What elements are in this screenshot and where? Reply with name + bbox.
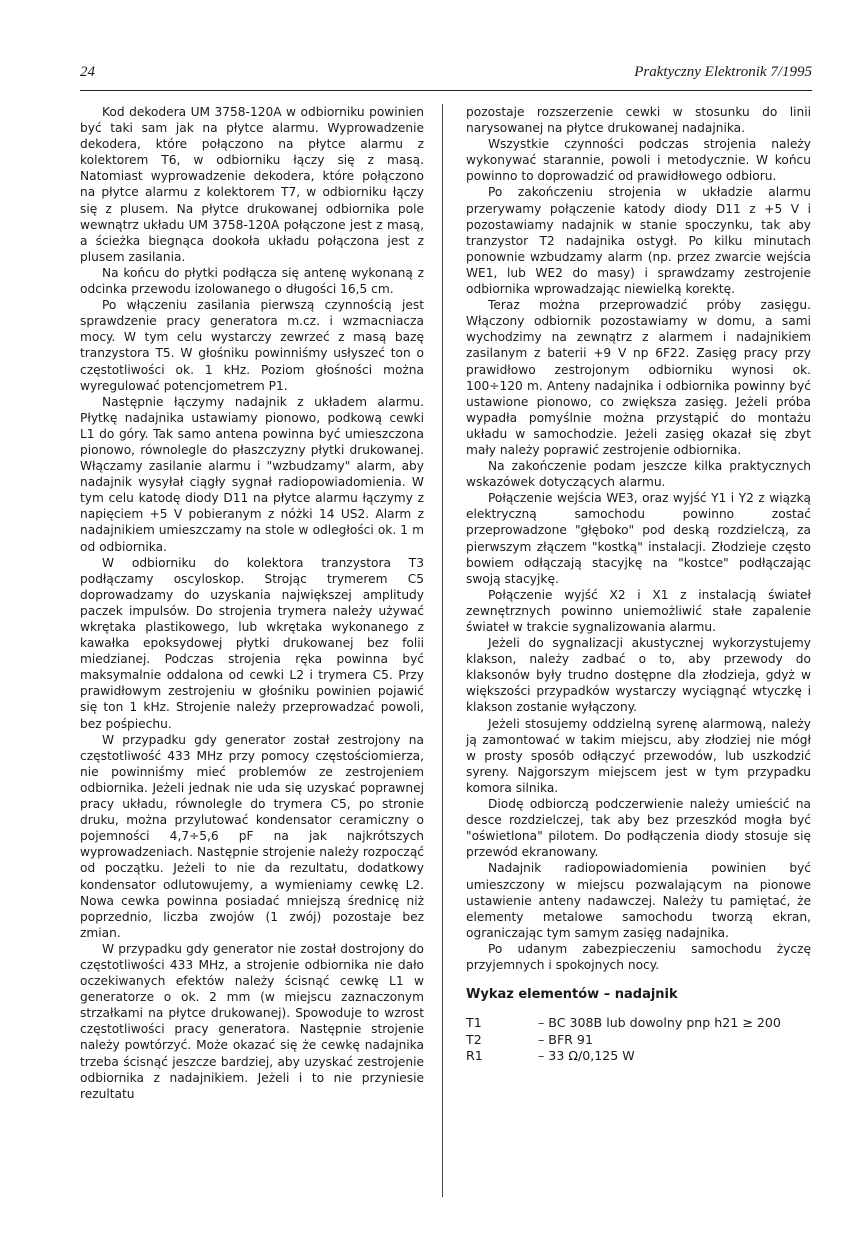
- journal-title: Praktyczny Elektronik 7/1995: [634, 64, 812, 80]
- right-column: [466, 104, 811, 1065]
- component-desc: – BFR 91: [538, 1031, 593, 1047]
- paragraph: Jeżeli do sygnalizacji akustycznej wykorzystujemy klakson, należy zadbać o to, aby przewody do klaksonów były trudno dostępne dla złodzieja, gdyż w większości przypadków wystarczy wyciągnąć wtyczkę i klakson zostanie wyłączony.: [466, 636, 811, 715]
- paragraph: Na końcu do płytki podłącza się antenę wykonaną z odcinka przewodu izolowanego o długości 16,5 cm.: [80, 265, 424, 297]
- paragraph: Kod dekodera UM 3758-120A w odbiorniku powinien być taki sam jak na płytce alarmu. Wyprowadzenie dekodera, które połączono na płytce alarmu z kolektorem T6, w odbiorniku łączy się z masą. Natomiast wyprowadzenie dekodera, które połączono na płytce alarmu z kolektorem T7, w odbiorniku łączy się z plusem. Na płytce drukowanej odbiornika pole wewnątrz układu UM 3758-120A połączone jest z masą, a ścieżka biegnąca dookoła układu połączona jest z plusem zasilania.: [80, 105, 424, 264]
- paragraph: Połączenie wyjść X2 i X1 z instalacją świateł zewnętrznych powinno uniemożliwić stałe zapalenie świateł w trakcie sygnalizowania alarmu.: [466, 587, 811, 634]
- paragraph: Teraz można przeprowadzić próby zasięgu. Włączony odbiornik pozostawiamy w domu, a sami wychodzimy na zewnątrz z alarmem i nadajnikiem zasilanym z baterii +9 V np 6F22. Zasięg pracy przy prawidłowo zestrojonym odbiorniku wynosi ok. 100÷120 m. Anteny nadajnika i odbiornika powinny być ustawione pionowo, co zwiększa zasięg. Jeżeli próba wypadła pomyślnie można przystąpić do montażu układu w samochodzie. Jeżeli zasięg okazał się zbyt mały należy poprawić zestrojenie odbiornika.: [466, 298, 811, 457]
- component-ref: R1: [466, 1048, 483, 1064]
- component-row: [466, 1048, 811, 1065]
- component-row: [466, 1032, 811, 1049]
- paragraph: W przypadku gdy generator został zestrojony na częstotliwość 433 MHz przy pomocy częstościomierza, nie powinniśmy mieć problemów ze zestrojeniem odbiornika. Jeżeli jednak nie uda się uzyskać poprawnej pracy układu, równolegle do trymera C5, po stronie druku, można przylutować kondensator ceramiczny o pojemności 4,7÷5,6 pF na jak najkrótszych wyprowadzeniach. Następnie strojenie należy rozpocząć od początku. Jeżeli to nie da rezultatu, dodatkowy kondensator odlutowujemy, a wymieniamy cewkę L2. Nowa cewka powinna posiadać mniejszą średnicę niż poprzednio, liczba zwojów (1 zwój) pozostaje bez zmian.: [80, 732, 424, 940]
- paragraph: Po zakończeniu strojenia w układzie alarmu przerywamy połączenie katody diody D11 z +5 V i pozostawiamy nadajnik w stanie spoczynku, tak aby tranzystor T2 nadajnika ostygł. Po kilku minutach ponownie wzbudzamy alarm (np. przez zwarcie wejścia WE1, lub WE2 do masy) i sprawdzamy zestrojenie odbiornika wprowadzając niewielką korektę.: [466, 185, 811, 297]
- paragraph: W odbiorniku do kolektora tranzystora T3 podłączamy oscyloskop. Strojąc trymerem C5 doprowadzamy do uzyskania największej amplitudy paczek impulsów. Do strojenia trymera należy używać wkrętaka plastikowego, lub wkrętaka wykonanego z kawałka epoksydowej płytki drukowanej bez folii miedzianej. Podczas strojenia ręka powinna być maksymalnie oddalona od cewki L2 i trymera C5. Przy prawidłowym zestrojeniu w głośniku powinien pojawić się ton 1 kHz. Strojenie należy przeprowadzać powoli, bez pośpiechu.: [80, 555, 424, 731]
- component-desc: – 33 Ω/0,125 W: [538, 1048, 635, 1064]
- component-desc: – BC 308B lub dowolny pnp h21 ≥ 200: [538, 1015, 781, 1031]
- page-number: 24: [80, 64, 95, 80]
- paragraph: Wszystkie czynności podczas strojenia należy wykonywać starannie, powoli i metodycznie. W końcu powinno to doprowadzić od prawidłowego odbioru.: [466, 137, 811, 184]
- page-header: [80, 62, 812, 91]
- paragraph: Połączenie wejścia WE3, oraz wyjść Y1 i Y2 z wiązką elektryczną samochodu powinno zostać przeprowadzone "głęboko" pod deską rozdzielczą, za pierwszym złączem "kostką" instalacji. Złodzieje często bowiem odłączają stacyjkę na "kostce" podłączając swoją stacyjkę.: [466, 491, 811, 586]
- component-row: [466, 1015, 811, 1032]
- paragraph: Nadajnik radiopowiadomienia powinien być umieszczony w miejscu pozwalającym na pionowe ustawienie anteny nadawczej. Należy tu pamiętać, że elementy metalowe samochodu tworzą ekran, ograniczając tym samym zasięg nadajnika.: [466, 861, 811, 940]
- paragraph: Po włączeniu zasilania pierwszą czynnością jest sprawdzenie pracy generatora m.cz. i wzmacniacza mocy. W tym celu wystarczy zewrzeć z masą bazę tranzystora T5. W głośniku powinniśmy usłyszeć ton o częstotliwości ok. 1 kHz. Poziom głośności można wyregulować potencjometrem P1.: [80, 298, 424, 393]
- paragraph: Jeżeli stosujemy oddzielną syrenę alarmową, należy ją zamontować w takim miejscu, aby złodziej nie mógł w prosty sposób odłączyć przewodów, lub uszkodzić syreny. Najgorszym miejscem jest w tym przypadku komora silnika.: [466, 716, 811, 795]
- components-title: Wykaz elementów – nadajnik: [466, 987, 678, 1003]
- paragraph: Diodę odbiorczą podczerwienie należy umieścić na desce rozdzielczej, tak aby bez przeszkód mogła być "oświetlona" pilotem. Do podłączenia diody stosuje się przewód ekranowany.: [466, 797, 811, 860]
- component-ref: T2: [466, 1031, 482, 1047]
- paragraph: W przypadku gdy generator nie został dostrojony do częstotliwości 433 MHz, a strojenie odbiornika nie dało oczekiwanych efektów należy ścisnąć cewkę L1 w generatorze o ok. 2 mm (w miejscu zaznaczonym strzałkami na płytce drukowanej). Spowoduje to wzrost częstotliwości pracy generatora. Następnie strojenie należy powtórzyć. Może okazać się że cewkę nadajnika trzeba ścisnąć jeszcze bardziej, aby uzyskać zestrojenie odbiornika z nadajnikiem. Jeżeli i to nie przyniesie rezultatu: [80, 941, 424, 1101]
- paragraph: Na zakończenie podam jeszcze kilka praktycznych wskazówek dotyczących alarmu.: [466, 459, 811, 490]
- component-ref: T1: [466, 1015, 482, 1031]
- left-column: [80, 104, 424, 1102]
- paragraph: pozostaje rozszerzenie cewki w stosunku do linii narysowanej na płytce drukowanej nadajnika.: [466, 105, 811, 136]
- column-divider: [442, 104, 443, 1197]
- paragraph: Po udanym zabezpieczeniu samochodu życzę przyjemnych i spokojnych nocy.: [466, 941, 811, 972]
- paragraph: Następnie łączymy nadajnik z układem alarmu. Płytkę nadajnika ustawiamy pionowo, podkową cewki L1 do góry. Tak samo antena powinna być umieszczona pionowo, równolegle do płaszczyzny płytki drukowanej. Włączamy zasilanie alarmu i "wzbudzamy" alarm, aby nadajnik wysyłał ciągły sygnał radiopowiadomienia. W tym celu katodę diody D11 na płytce alarmu łączymy z napięciem +5 V pobieranym z nóżki 14 US2. Alarm z nadajnikiem umieszczamy na stole w odległości ok. 1 m od odbiornika.: [80, 394, 424, 554]
